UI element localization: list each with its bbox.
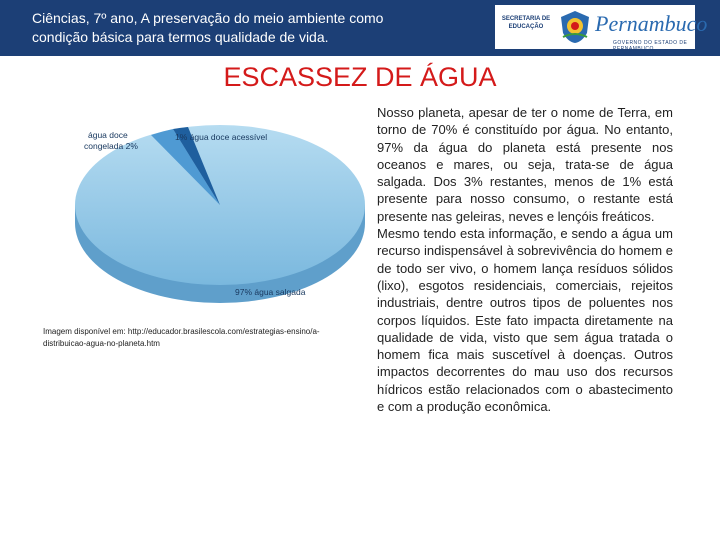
- slide-title: ESCASSEZ DE ÁGUA: [223, 62, 497, 92]
- pie-label-congelada-1: água doce: [88, 130, 128, 140]
- state-seal-icon: [558, 9, 592, 45]
- pie-label-acessivel: 1% água doce acessível: [175, 132, 268, 142]
- paragraph-2: Mesmo tendo esta informação, e sendo a água um recurso indispensável à sobrevivência do homem e de todo ser vivo, o homem lança resíduos sólidos (lixo), esgotos residenciais, comerciais, rejeitos industriais, dentre outros tipos de poluentes nos corpos líquidos. Este fato impacta diretamente na qualidade de vida, visto que sem água tratada o homem fica mais suscetível à doenças. Outros impactos decorrentes do mau uso dos recursos hídricos estão relacionados com o abastecimento e com a produção econômica.: [377, 226, 673, 415]
- header-bar: [0, 0, 720, 56]
- secretaria-logo: SECRETARIA DE EDUCAÇÃO: [501, 16, 551, 30]
- water-distribution-pie-chart: [70, 105, 370, 305]
- header-title: Ciências, 7º ano, A preservação do meio ambiente como condição básica para termos qualidade de vida.: [32, 10, 384, 45]
- state-logo-name: Pernambuco: [595, 11, 708, 36]
- pie-label-salgada: 97% água salgada: [235, 287, 306, 297]
- state-logo-subtitle: GOVERNO DO ESTADO DE PERNAMBUCO: [613, 40, 688, 52]
- body-text: [377, 104, 673, 415]
- logo-area: [495, 5, 708, 52]
- image-caption: Imagem disponível em: http://educador.brasilescola.com/estrategias-ensino/a-distribuicao-agua-no-planeta.htm: [43, 327, 320, 348]
- pie-label-congelada-2: congelada 2%: [84, 141, 138, 151]
- paragraph-1: Nosso planeta, apesar de ter o nome de Terra, em torno de 70% é constituído por água. No entanto, 97% da água do planeta está presente nos oceanos e mares, ou seja, trata-se de água salgada. Dos 3% restantes, menos de 1% está presente para nosso consumo, o restante está presente nas geleiras, neves e lençóis freáticos.: [377, 105, 673, 224]
